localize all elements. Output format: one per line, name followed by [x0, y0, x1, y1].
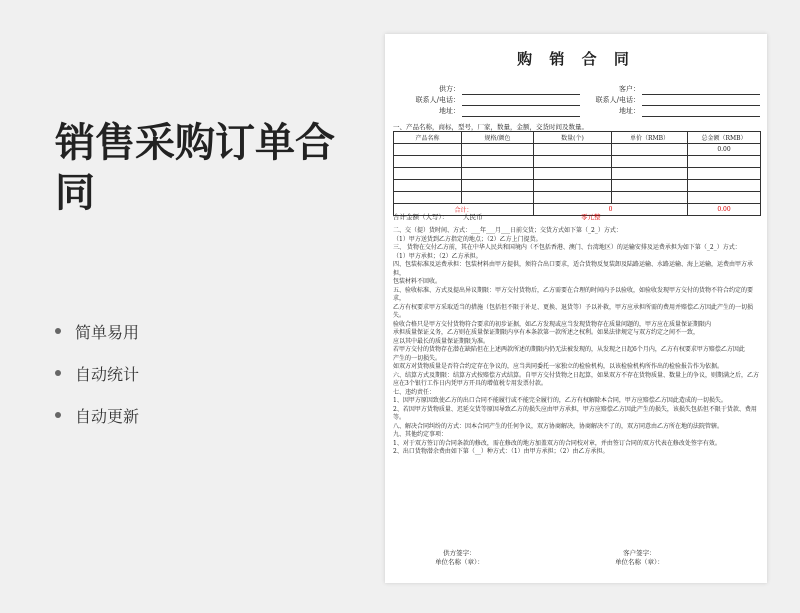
term-line: 四、包装标准及运费承担：包装材料由甲方提供，须符合出口要求，适合货物反复装卸及陆路运输、水路运输、海上运输，运费由甲方承担， — [393, 261, 754, 277]
table-cell[interactable] — [462, 192, 534, 204]
table-cell — [688, 168, 761, 180]
row-total-cell: 0.00 — [688, 144, 761, 156]
supplier-address-field[interactable] — [462, 109, 580, 117]
subtotal-quantity: 0 — [534, 204, 688, 216]
currency-label: 人民币 — [463, 213, 483, 221]
table-cell[interactable] — [462, 168, 534, 180]
column-header: 总金额（RMB） — [688, 132, 761, 144]
feature-list — [55, 310, 139, 436]
table-cell[interactable] — [394, 192, 462, 204]
contract-terms — [393, 227, 759, 457]
promo-panel — [55, 0, 375, 613]
table-row — [394, 156, 761, 168]
table-cell[interactable] — [534, 180, 612, 192]
customer-contact-field[interactable] — [642, 98, 760, 106]
term-line: 1、因甲方原因致使乙方的出口合同不能履行或不能完全履行的，乙方有权解除本合同，甲方应赔偿乙方因此造成的一切损失。 — [393, 397, 727, 404]
page-title: 销售采购订单合同 — [55, 120, 335, 216]
subtotal-amount: 0.00 — [688, 204, 761, 216]
term-line: 九、其他约定事项： — [393, 431, 448, 438]
table-cell[interactable] — [612, 144, 688, 156]
term-line: 2、出口货物潜余费由如下第（__）种方式：（1）由甲方承担；（2）由乙方承担。 — [393, 448, 609, 455]
subtotal-label: 合计： — [394, 204, 534, 216]
term-line: 验收合格只是甲方交付货物符合要求的初步证据，如乙方发现或应当发现货物存在质量问题的，甲方应在质量保证期限内 — [393, 320, 712, 328]
table-cell — [688, 192, 761, 204]
term-line: 二、交（提）货时间、方式：___年___月___日前交货；交货方式如下第（_2_）方式： — [393, 227, 622, 234]
table-cell[interactable] — [462, 144, 534, 156]
term-line: 应以其中最长的质量保证期限为准。 — [393, 337, 490, 345]
term-line: 若甲方交付的货物存在潜在缺陷但在上述两款所述的期限内仍无法被发现的，从发现之日起6个月内，乙方有权要求甲方赔偿乙方因此 — [393, 346, 745, 353]
table-cell[interactable] — [462, 156, 534, 168]
table-cell[interactable] — [394, 168, 462, 180]
term-line: 承担质量保证义务，乙方则在质量保证期限内享有本条款第一款所述之权利。如果法律规定与双方约定之间不一致， — [393, 329, 700, 336]
column-header: 产品名称 — [394, 132, 462, 144]
term-line: 三、 货物在交付乙方前，其在中华人民共和国境内（不包括香港、澳门、台湾地区）的运输安排及运费承担为如下第（_2_）方式： — [393, 244, 741, 251]
table-header-row — [394, 132, 761, 144]
table-cell[interactable] — [534, 144, 612, 156]
table-cell[interactable] — [534, 168, 612, 180]
table-row — [394, 168, 761, 180]
feature-label: 自动统计 — [75, 364, 140, 384]
term-line: 七、违约责任： — [393, 388, 436, 396]
feature-item — [55, 394, 139, 436]
table-cell[interactable] — [612, 156, 688, 168]
table-cell[interactable] — [394, 180, 462, 192]
customer-address-label: 地址： — [619, 107, 640, 115]
term-line: 1、对于双方签订的合同条款的修改，需在修改的地方加盖双方的合同校对章，并由签订合同的双方代表在修改处签字有效。 — [393, 439, 721, 447]
bullet-icon — [55, 370, 61, 376]
supplier-label: 供方： — [439, 85, 460, 93]
party-a-block — [405, 84, 580, 117]
total-label: 合计金额（大写）： — [393, 213, 449, 221]
table-cell — [688, 156, 761, 168]
table-cell[interactable] — [612, 192, 688, 204]
supplier-contact-field[interactable] — [462, 98, 580, 106]
supplier-contact-label: 联系人/电话： — [415, 96, 460, 104]
term-line: 八、解决合同纠纷的方式：因本合同产生的任何争议，双方协商解决，协商解决不了的，双方同意由乙方所在地的法院管辖。 — [393, 422, 724, 430]
table-cell[interactable] — [534, 192, 612, 204]
column-header: 单价（RMB） — [612, 132, 688, 144]
feature-item — [55, 310, 139, 352]
supplier-seal-label: 单位名称（章）： — [435, 558, 484, 566]
term-line: 乙方有权要求甲方采取适当的措施（包括但不限于补足、更换、退货等）予以补救，甲方应承担所需的费用并赔偿乙方因此产生的一切损失。 — [393, 303, 754, 319]
customer-signature-block — [615, 549, 664, 567]
table-cell[interactable] — [394, 144, 462, 156]
table-cell[interactable] — [394, 156, 462, 168]
product-table — [393, 131, 761, 216]
feature-label: 简单易用 — [75, 322, 140, 342]
contract-document — [385, 34, 767, 583]
contract-title: 购 销 合 同 — [517, 50, 635, 68]
feature-item — [55, 352, 139, 394]
term-line: （1）甲方承担；（2）乙方承担。 — [393, 252, 482, 260]
table-row — [394, 144, 761, 156]
term-line: 产生的一切损失。 — [393, 354, 442, 362]
supplier-field[interactable] — [462, 87, 580, 95]
customer-contact-label: 联系人/电话： — [595, 96, 640, 104]
total-in-words: 零元整 — [581, 213, 601, 221]
supplier-address-label: 地址： — [439, 107, 460, 115]
customer-label: 客户： — [619, 85, 640, 93]
section-1-heading: 一、产品名称，商标，型号，厂家，数量，金额，交货时间及数量。 — [393, 123, 588, 131]
term-line: 应在3个银行工作日内凭甲方开具的增值税专用发票付款。 — [393, 380, 547, 387]
customer-address-field[interactable] — [642, 109, 760, 117]
column-header: 数量(个) — [534, 132, 612, 144]
total-amount-row — [393, 212, 601, 221]
table-row — [394, 180, 761, 192]
customer-seal-label: 单位名称（章）： — [615, 558, 664, 566]
term-line: 2、若因甲方货物质量、迟延交货等原因导致乙方的损失应由甲方承担，甲方应赔偿乙方因此产生的损失，该损失包括但不限于货款、费用等。 — [393, 405, 757, 421]
term-line: 如双方对货物质量是否符合约定存在争议的，应当共同委托一家独立的检验机构，以该检验机构所作出的检验报告作为依据。 — [393, 363, 724, 370]
column-header: 规格/颜色 — [462, 132, 534, 144]
feature-label: 自动更新 — [75, 406, 140, 426]
supplier-signer-label: 供方签字： — [443, 549, 476, 557]
bullet-icon — [55, 412, 61, 418]
party-b-block — [585, 84, 760, 117]
table-cell[interactable] — [612, 180, 688, 192]
customer-signer-label: 客户签字： — [623, 549, 656, 557]
table-cell[interactable] — [462, 180, 534, 192]
customer-field[interactable] — [642, 87, 760, 95]
term-line: 包装材料不回收。 — [393, 278, 442, 285]
supplier-signature-block — [435, 549, 484, 567]
table-cell — [688, 180, 761, 192]
term-line: （1）甲方送货到乙方指定的地点；（2）乙方上门提货。 — [393, 235, 542, 243]
term-line: 五、验收标准、方式及提出异议期限：甲方交付货物后，乙方需要在合理的时间内予以验收，如验收发现甲方交付的货物不符合约定的要求， — [393, 286, 754, 302]
bullet-icon — [55, 328, 61, 334]
term-line: 六、结算方式及期限：结算方式按赔偿方式结算。自甲方交付货物之日起算，如果双方不存在货物质量、数量上的争议，则期满之后，乙方 — [393, 371, 760, 379]
table-row — [394, 192, 761, 204]
table-cell[interactable] — [534, 156, 612, 168]
table-cell[interactable] — [612, 168, 688, 180]
